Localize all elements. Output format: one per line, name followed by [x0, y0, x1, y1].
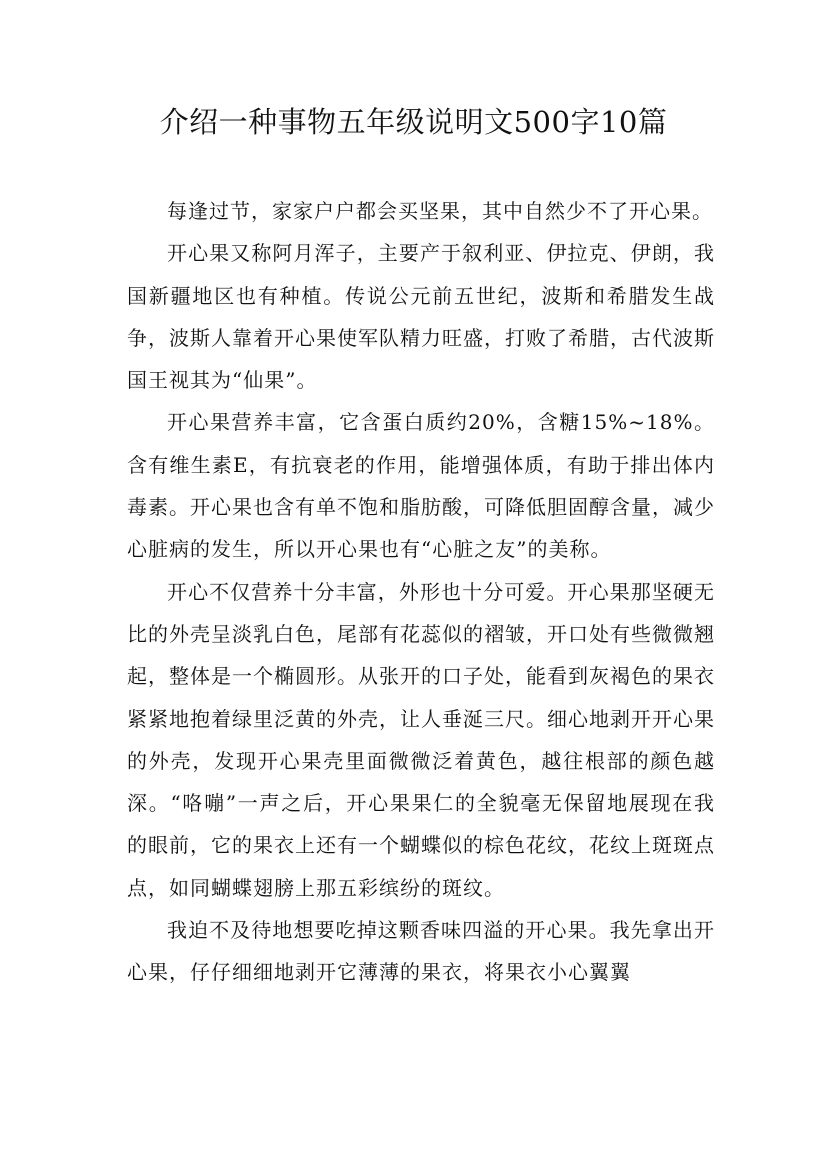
document-title: 介绍一种事物五年级说明文500字10篇	[159, 105, 668, 139]
paragraph: 开心果又称阿月浑子，主要产于叙利亚、伊拉克、伊朗，我国新疆地区也有种植。传说公元前五世纪，波斯和希腊发生战争，波斯人靠着开心果使军队精力旺盛，打败了希腊，古代波斯国王视其为“仙果”。	[127, 241, 715, 393]
paragraph: 开心果营养丰富，它含蛋白质约20%，含糖15%~18%。含有维生素E，有抗衰老的作用，能增强体质，有助于排出体内毒素。开心果也含有单不饱和脂肪酸，可降低胆固醇含量，减少心脏病的发生，所以开心果也有“心脏之友”的美称。	[127, 410, 715, 562]
paragraph: 我迫不及待地想要吃掉这颗香味四溢的开心果。我先拿出开心果，仔仔细细地剥开它薄薄的果衣，将果衣小心翼翼	[127, 918, 715, 985]
paragraph: 开心不仅营养十分丰富，外形也十分可爱。开心果那坚硬无比的外壳呈淡乳白色，尾部有花蕊似的褶皱，开口处有些微微翘起，整体是一个椭圆形。从张开的口子处，能看到灰褐色的果衣紧紧地抱着绿里泛黄的外壳，让人垂涎三尺。细心地剥开开心果的外壳，发现开心果壳里面微微泛着黄色，越往根部的颜色越深。“咯嘣”一声之后，开心果果仁的全貌毫无保留地展现在我的眼前，它的果衣上还有一个蝴蝶似的棕色花纹，花纹上斑斑点点，如同蝴蝶翅膀上那五彩缤纷的斑纹。	[127, 579, 715, 900]
paragraph: 每逢过节，家家户户都会买坚果，其中自然少不了开心果。	[167, 199, 713, 223]
document-body	[127, 190, 715, 994]
